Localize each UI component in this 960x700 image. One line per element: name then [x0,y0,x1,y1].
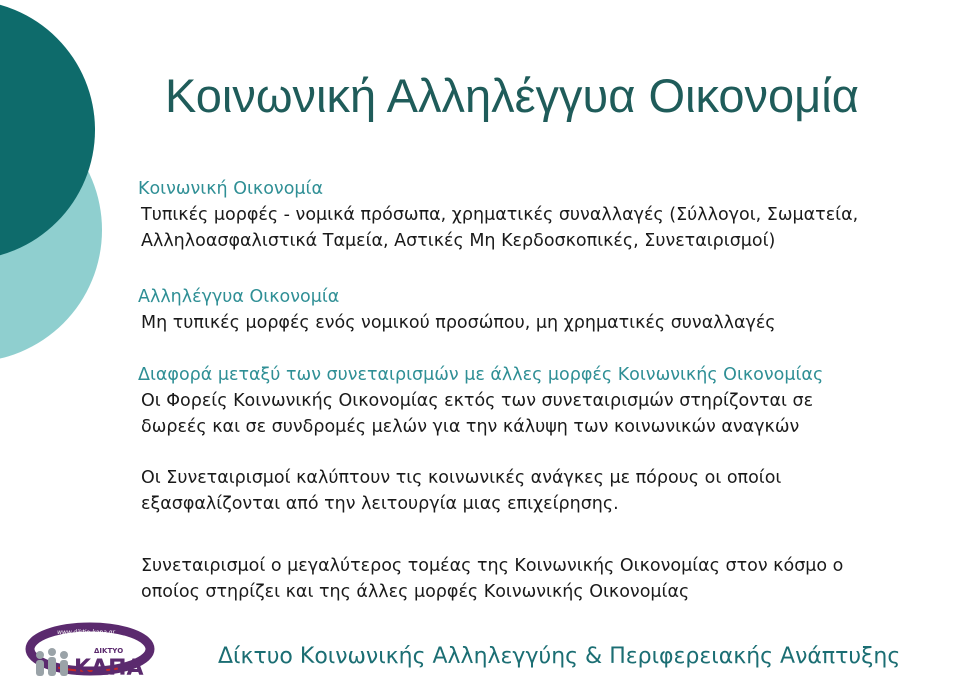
section-line: Τυπικές μορφές - νομικά πρόσωπα, χρηματικές συναλλαγές (Σύλλογοι, Σωματεία, [141,205,859,225]
logo-url: www.diktio-kapa.gr [57,629,115,636]
section-heading: Αλληλέγγυα Οικονομία [138,287,340,307]
section-heading: Κοινωνική Οικονομία [138,179,323,199]
decorative-circles [0,0,140,370]
section-cooperatives-largest [138,553,938,605]
section-line: Αλληλοασφαλιστικά Ταμεία, Αστικές Μη Κερδοσκοπικές, Συνεταιρισμοί) [141,231,776,251]
section-line: δωρεές και σε συνδρομές μελών για την κάλυψη των κοινωνικών αναγκών [141,417,800,437]
slide-content [138,176,938,605]
logo-big-text: ΚΑΠΑ [74,656,144,681]
section-difference [138,362,938,440]
section-solidarity-economy [138,284,938,336]
section-heading: Διαφορά μεταξύ των συνεταιρισμών με άλλες μορφές Κοινωνικής Οικονομίας [138,365,824,385]
section-cooperatives-needs [138,465,938,517]
section-line: Οι Φορείς Κοινωνικής Οικονομίας εκτός των συνεταιρισμών στηρίζονται σε [141,391,814,411]
section-social-economy [138,176,938,254]
logo-small-text: ΔΙΚΤΥΟ [94,647,124,655]
diktio-kapa-logo [18,615,168,695]
footer-organization: Δίκτυο Κοινωνικής Αλληλεγγύης & Περιφερειακής Ανάπτυξης [218,644,901,669]
slide-title: Κοινωνική Αλληλέγγυα Οικονομία [165,69,859,122]
section-line: Συνεταιρισμοί ο μεγαλύτερος τομέας της Κοινωνικής Οικονομίας στον κόσμο ο [141,556,844,576]
people-icon [36,648,68,676]
section-line: οποίος στηρίζει και της άλλες μορφές Κοινωνικής Οικονομίας [141,582,690,602]
section-line: εξασφαλίζονται από την λειτουργία μιας επιχείρησης. [141,494,619,514]
section-line: Μη τυπικές μορφές ενός νομικού προσώπου, μη χρηματικές συναλλαγές [141,313,776,333]
section-line: Οι Συνεταιρισμοί καλύπτουν τις κοινωνικές ανάγκες με πόρους οι οποίοι [141,468,782,488]
